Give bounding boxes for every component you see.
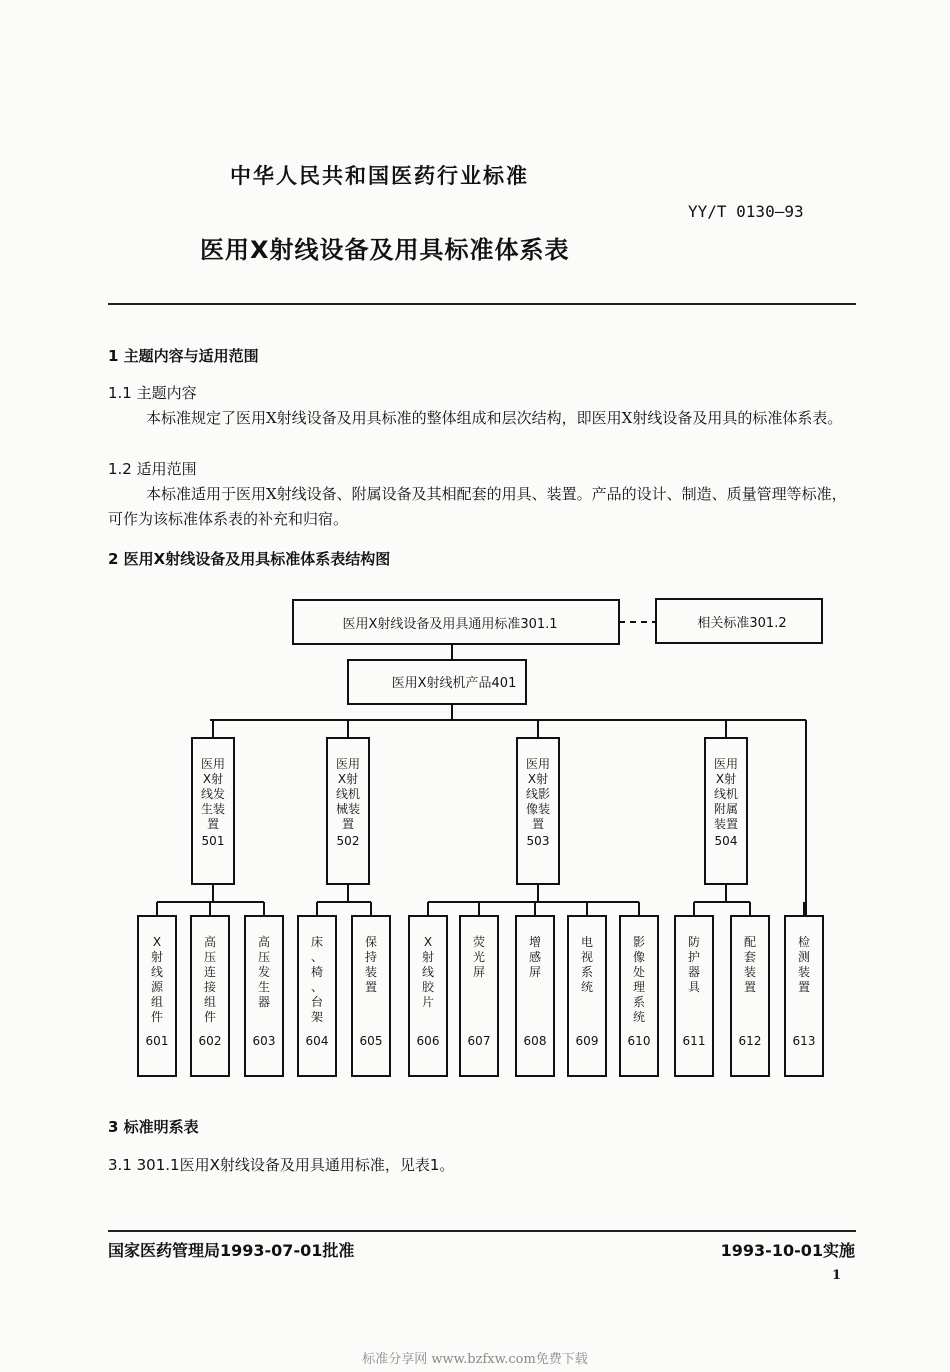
level6-label-612: 配套装置	[743, 935, 757, 994]
level6-code-604: 604	[305, 1034, 329, 1048]
level5-code-504: 504	[714, 834, 738, 848]
level6-label-605: 保持装置	[364, 935, 378, 994]
level6-label-608: 增感屏	[528, 935, 542, 979]
level6-code-601: 601	[145, 1034, 169, 1048]
level5-code-501: 501	[201, 834, 225, 848]
approval-text: 国家医药管理局1993-07-01批准	[108, 1241, 355, 1260]
level6-label-610: 影像处理系统	[632, 935, 646, 1024]
level6-code-610: 610	[627, 1034, 651, 1048]
level6-code-603: 603	[252, 1034, 276, 1048]
level6-label-604: 床、椅、台架	[310, 935, 324, 1024]
level6-code-612: 612	[738, 1034, 762, 1048]
level6-label-611: 防护器具	[687, 935, 701, 994]
level6-label-601: X 射线源组件	[150, 935, 164, 1024]
level6-code-606: 606	[416, 1034, 440, 1048]
footer-rule	[108, 1230, 856, 1232]
level6-code-605: 605	[359, 1034, 383, 1048]
level6-label-603: 高压发生器	[257, 935, 271, 1009]
section-1-1-text: 本标准规定了医用X射线设备及用具标准的整体组成和层次结构，即医用X射线设备及用具的标准体系表。	[146, 409, 843, 427]
document-title: 医用X射线设备及用具标准体系表	[200, 236, 570, 264]
standard-type: 中华人民共和国医药行业标准	[230, 164, 529, 188]
level6-label-602: 高压连接组件	[203, 935, 217, 1024]
top-standard-label: 医用X射线设备及用具通用标准301.1	[342, 617, 558, 632]
level6-code-613: 613	[792, 1034, 816, 1048]
level6-code-609: 609	[575, 1034, 599, 1048]
level5-code-502: 502	[336, 834, 360, 848]
level5-label-501: 医用 X射线发生装置	[200, 757, 226, 831]
level6-label-606: X 射线胶片	[421, 935, 435, 1009]
level6-label-609: 电视系统	[580, 935, 594, 994]
level5-label-502: 医用 X射线机械装置	[335, 757, 361, 831]
level6-code-607: 607	[467, 1034, 491, 1048]
level6-code-608: 608	[523, 1034, 547, 1048]
section-3-heading: 3 标准明系表	[108, 1118, 199, 1136]
level5-label-504: 医用 X射线机附属装置	[713, 757, 739, 831]
level5-code-503: 503	[526, 834, 550, 848]
standard-code: YY/T 0130—93	[688, 202, 804, 221]
page-number: 1	[832, 1268, 842, 1283]
level6-label-613: 检测装置	[797, 935, 811, 994]
level6-label-607: 荧光屏	[472, 935, 486, 979]
section-1-1-heading: 1.1 主题内容	[108, 384, 197, 402]
level6-code-602: 602	[198, 1034, 222, 1048]
related-standard-label: 相关标准301.2	[697, 616, 787, 631]
section-1-2-text: 本标准适用于医用X射线设备、附属设备及其相配套的用具、装置。产品的设计、制造、质量管理等标准，可作为该标准体系表的补充和归宿。	[108, 485, 847, 528]
watermark-text: 标准分享网 www.bzfxw.com免费下载	[362, 1352, 588, 1367]
section-1-2-heading: 1.2 适用范围	[108, 460, 197, 478]
effective-date: 1993-10-01实施	[720, 1241, 855, 1260]
product-label: 医用X射线机产品401	[391, 676, 517, 691]
level5-label-503: 医用 X射线影像装置	[525, 757, 551, 831]
level6-code-611: 611	[682, 1034, 706, 1048]
section-2-heading: 2 医用X射线设备及用具标准体系表结构图	[108, 550, 391, 568]
section-1-heading: 1 主题内容与适用范围	[108, 347, 259, 365]
section-3-1-text: 3.1 301.1医用X射线设备及用具通用标准，见表1。	[108, 1156, 455, 1174]
